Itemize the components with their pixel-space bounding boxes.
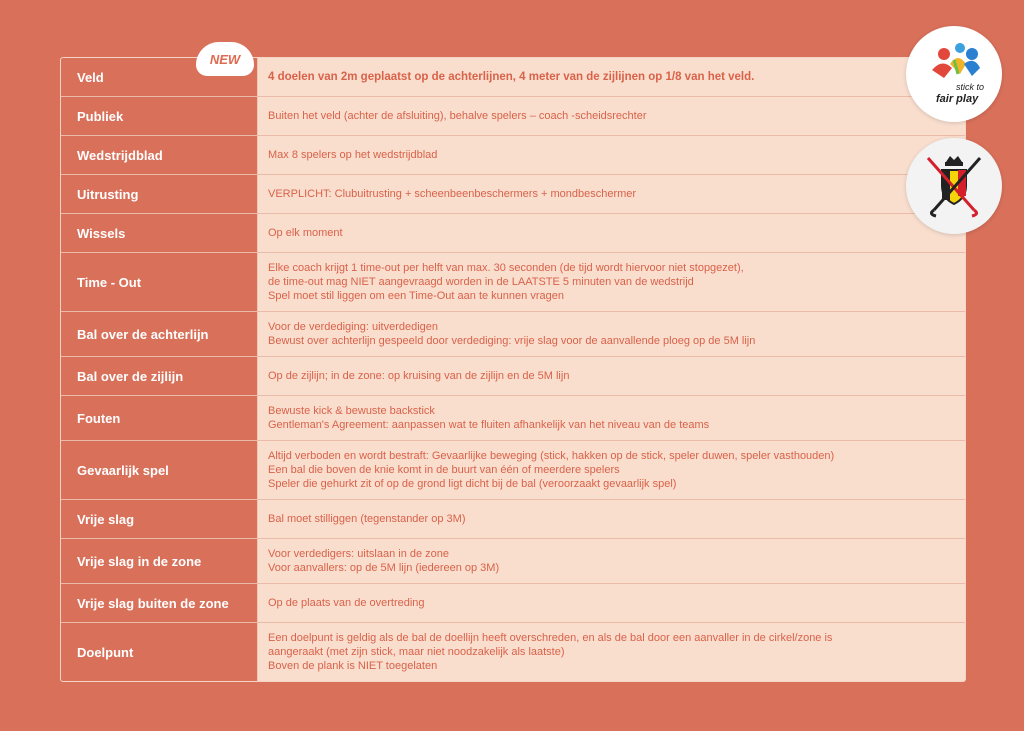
row-value: Voor verdedigers: uitslaan in de zone Voor aanvallers: op de 5M lijn (iedereen op 3M) (268, 548, 500, 574)
row-value: Op de zijlijn; in de zone: op kruising van de zijlijn en de 5M lijn (268, 370, 570, 382)
row-value: Bewuste kick & bewuste backstick Gentleman's Agreement: aanpassen wat te fluiten afhankelijk van het niveau van de teams (268, 405, 710, 431)
row-value: VERPLICHT: Clubuitrusting + scheenbeenbeschermers + mondbeschermer (268, 188, 637, 200)
row-label: Vrije slag buiten de zone (61, 584, 258, 622)
row-label: Doelpunt (61, 623, 258, 681)
table-row (61, 96, 965, 135)
row-label: Vrije slag (61, 500, 258, 538)
table-row (61, 395, 965, 440)
row-label: Bal over de zijlijn (61, 357, 258, 395)
row-value: Elke coach krijgt 1 time-out per helft van max. 30 seconden (de tijd wordt hiervoor niet stopgezet), de time-out mag NIET aangevraagd worden in de LAATSTE 5 minuten van de wedstrijd Spel moet stil liggen om een Time-Out aan te kunnen vragen (268, 262, 744, 302)
hockey-federation-logo (906, 138, 1002, 234)
table-row (61, 135, 965, 174)
table-row (61, 311, 965, 356)
row-value: Altijd verboden en wordt bestraft: Gevaarlijke beweging (stick, hakken op de stick, speler duwen, speler vasthouden) Een bal die boven de knie komt in de buurt van één of meerdere spelers Speler die gehurkt zit of op de grond ligt dicht bij de bal (veroorzaakt gevaarlijk spel) (268, 450, 835, 490)
row-label: Wedstrijdblad (61, 136, 258, 174)
table-row (61, 213, 965, 252)
table-row (61, 499, 965, 538)
rules-table (60, 57, 966, 682)
table-row (61, 622, 965, 681)
row-label: Wissels (61, 214, 258, 252)
fair-play-logo (906, 26, 1002, 122)
logo-text-1: stick to (956, 82, 985, 92)
table-row (61, 583, 965, 622)
logo-text-2: fair play (936, 93, 979, 105)
table-row (61, 440, 965, 499)
row-label: Bal over de achterlijn (61, 312, 258, 356)
row-value: Op de plaats van de overtreding (268, 597, 425, 609)
row-label: Veld (61, 58, 258, 96)
row-value: Voor de verdediging: uitverdedigen Bewust over achterlijn gespeeld door verdediging: vrije slag voor de aanvallende ploeg op de 5M lijn (268, 321, 756, 347)
row-value: Bal moet stilliggen (tegenstander op 3M) (268, 513, 466, 525)
row-label: Fouten (61, 396, 258, 440)
row-label: Gevaarlijk spel (61, 441, 258, 499)
row-label: Time - Out (61, 253, 258, 311)
table-row (61, 174, 965, 213)
row-label: Uitrusting (61, 175, 258, 213)
table-row (61, 252, 965, 311)
table-row (61, 356, 965, 395)
new-badge: NEW (196, 42, 254, 76)
row-value: 4 doelen van 2m geplaatst op de achterlijnen, 4 meter van de zijlijnen op 1/8 van het veld. (268, 71, 755, 83)
row-label: Vrije slag in de zone (61, 539, 258, 583)
row-value: Max 8 spelers op het wedstrijdblad (268, 149, 438, 161)
row-value: Op elk moment (268, 227, 343, 239)
row-label: Publiek (61, 97, 258, 135)
row-value: Een doelpunt is geldig als de bal de doellijn heeft overschreden, en als de bal door een aanvaller in de cirkel/zone is aangeraakt (met zijn stick, maar niet noodzakelijk als laatste) Boven de plank is NIET toegelaten (268, 632, 833, 672)
fair-play-icon (914, 34, 994, 114)
table-row (61, 538, 965, 583)
crest-icon (914, 146, 994, 226)
row-value: Buiten het veld (achter de afsluiting), behalve spelers – coach -scheidsrechter (268, 110, 647, 122)
